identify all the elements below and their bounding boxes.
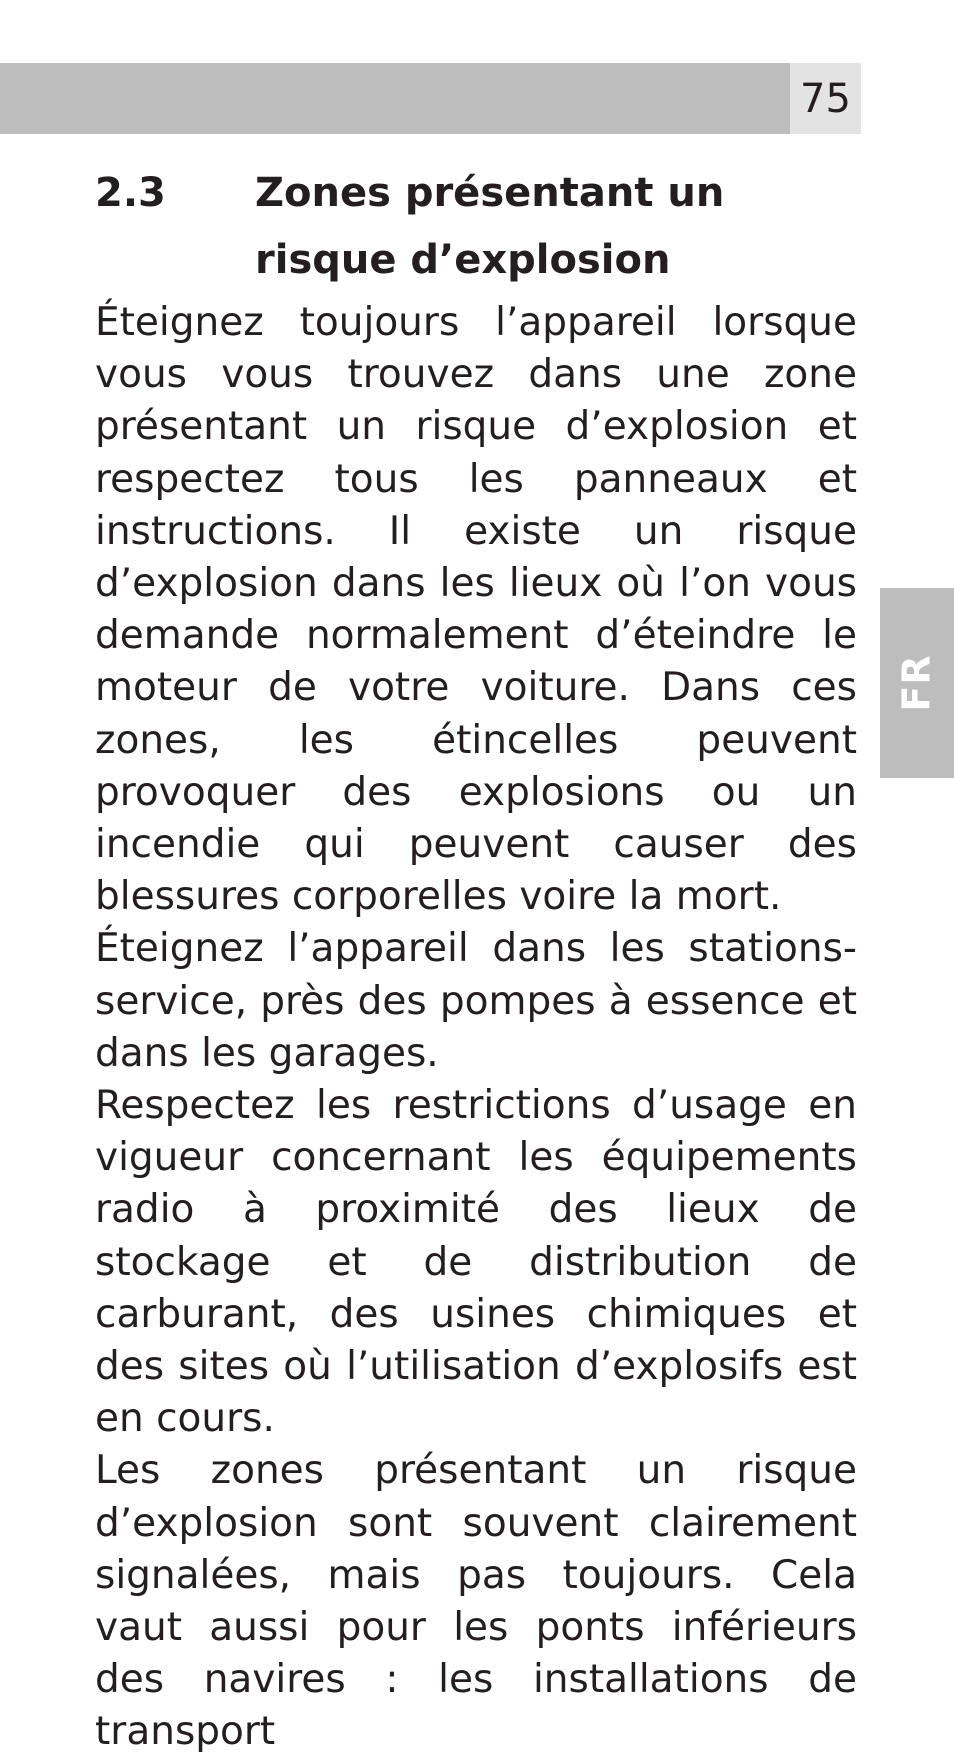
page-number: 75 <box>790 63 861 134</box>
paragraph: Éteignez l’appareil dans les stations-service, près des pompes à essence et dans les garages. <box>95 926 857 1076</box>
header-bar <box>0 63 790 134</box>
paragraph: Respectez les restrictions d’usage en vigueur concernant les équipements radio à proximité des lieux de stockage et de distribution de carburant, des usines chimiques et des sites où l’utilisation d’explosifs est en cours. <box>95 1083 857 1442</box>
section-number: 2.3 <box>95 170 166 216</box>
section-heading <box>95 160 855 294</box>
paragraph: Éteignez toujours l’appareil lorsque vous vous trouvez dans une zone présentant un risque d’explosion et respectez tous les panneaux et instructions. Il existe un risque d’explosion dans les lieux où l’on vous demande normalement d’éteindre le moteur de votre voiture. Dans ces zones, les étincelles peuvent provoquer des explosions ou un incendie qui peuvent causer des blessures corporelles voire la mort. <box>95 300 857 920</box>
language-tab-label: FR <box>895 654 939 712</box>
language-tab <box>880 588 954 778</box>
paragraph: Les zones présentant un risque d’explosion sont souvent clairement signalées, mais pas toujours. Cela vaut aussi pour les ponts inférieurs des navires : les installations de transport <box>95 1448 857 1755</box>
section-title: Zones présentant un risque d’explosion <box>255 170 725 283</box>
body-text <box>95 297 857 1759</box>
